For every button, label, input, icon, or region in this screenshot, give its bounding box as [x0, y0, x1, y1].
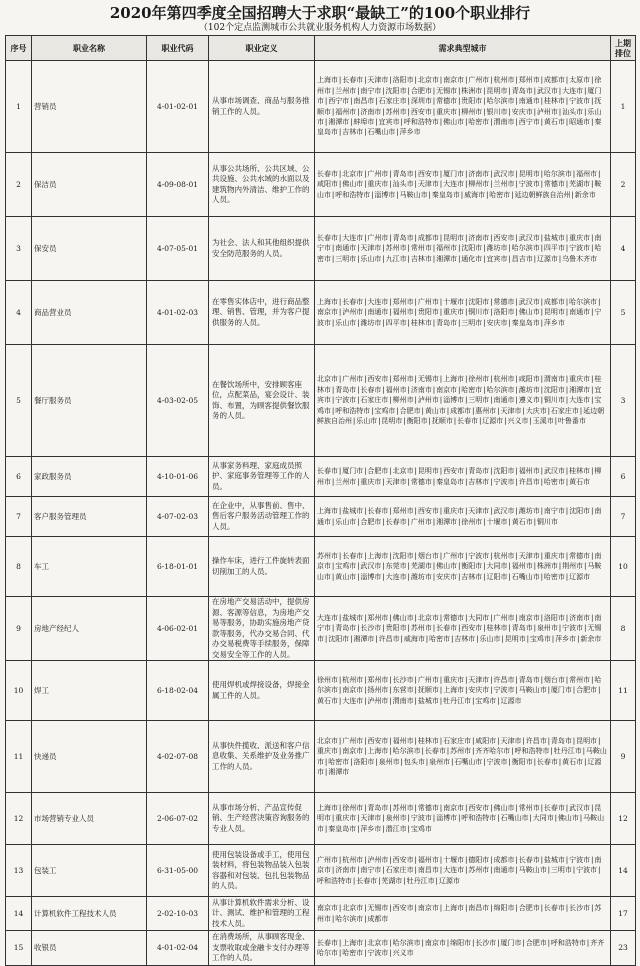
cell-code: 4-01-02-04 — [147, 931, 209, 966]
cell-seq: 5 — [6, 345, 32, 457]
cell-definition: 从事公共场所、公共区域、公共设施、公共水域的水面以及建筑物内外清洁、维护工作的人员。 — [209, 153, 315, 217]
cell-definition: 在餐饮场所中，安排顾客座位，点配菜品，宴会设计、装饰、布置，为顾客提供餐饮服务的人员。 — [209, 345, 315, 457]
cell-name: 车工 — [32, 537, 147, 597]
cell-name: 家政服务员 — [32, 457, 147, 497]
table-body — [6, 61, 636, 966]
table-row — [6, 281, 636, 345]
table-row — [6, 457, 636, 497]
cell-code: 4-07-02-03 — [147, 497, 209, 537]
cell-rank: 9 — [611, 721, 636, 793]
cell-rank: 5 — [611, 281, 636, 345]
cell-definition: 从事计算机软件需求分析、设计、测试、维护和管理的工程技术人员。 — [209, 897, 315, 931]
cell-rank: 1 — [611, 61, 636, 153]
cell-cities: 北京市|广州市|西安市|福州市|桂林市|石家庄市|咸阳市|天津市|许昌市|青岛市|昆明市|重庆市|南京市|上海市|哈尔滨市|长春市|苏州市|齐齐哈尔市|呼和浩特市|牡丹江市|马鞍山市|哈密市|洛阳市|泉州市|包头市|泉州市|石嘴山市|宁波市|衡阳市|长春市|黄石市|辽源市|湘潭市 — [315, 721, 611, 793]
table-row — [6, 721, 636, 793]
cell-seq: 6 — [6, 457, 32, 497]
cell-code: 6-18-02-04 — [147, 661, 209, 721]
cell-code: 4-01-02-03 — [147, 281, 209, 345]
cell-cities: 南京市|北京市|无锡市|西安市|南京市|上海市|南昌市|绵阳市|合肥市|长春市|长沙市|苏州市|哈尔滨市|成都市 — [315, 897, 611, 931]
cell-rank: 12 — [611, 793, 636, 845]
table-row — [6, 661, 636, 721]
cell-code: 4-01-02-01 — [147, 61, 209, 153]
cell-rank: 4 — [611, 217, 636, 281]
cell-definition: 在零售实体店中，进行商品整理、销售、管理，并为客户提供服务的人员。 — [209, 281, 315, 345]
page-subtitle: （102个定点监测城市公共就业服务机构人力资源市场数据） — [198, 23, 442, 33]
cell-name: 收银员 — [32, 931, 147, 966]
cell-seq: 13 — [6, 845, 32, 897]
cell-seq: 4 — [6, 281, 32, 345]
cell-seq: 12 — [6, 793, 32, 845]
cell-definition: 使用焊机或焊接设备，焊接金属工件的人员。 — [209, 661, 315, 721]
cell-name: 计算机软件工程技术人员 — [32, 897, 147, 931]
table-row — [6, 597, 636, 661]
header-rank: 上期排位 — [611, 36, 636, 61]
cell-code: 6-31-05-00 — [147, 845, 209, 897]
cell-rank: 8 — [611, 597, 636, 661]
table-row — [6, 931, 636, 966]
cell-cities: 上海市|盐城市|长春市|郑州市|西安市|重庆市|天津市|武汉市|潍坊市|南宁市|沈阳市|南通市|乐山市|合肥市|长春市|广州市|湘潭市|徐州市|十堰市|黄石市|铜川市 — [315, 497, 611, 537]
cell-code: 4-10-01-06 — [147, 457, 209, 497]
header-definition: 职业定义 — [209, 36, 315, 61]
cell-cities: 长春市|北京市|广州市|青岛市|西安市|厦门市|济南市|武汉市|昆明市|哈尔滨市|福州市|咸阳市|佛山市|重庆市|汕头市|天津市|大连市|柳州市|兰州市|宁波市|常德市|芜湖市|鞍山市|呼和浩特市|淄博市|马鞍山市|秦皇岛市|威海市|哈密市|延边朝鲜族自治州|新余市 — [315, 153, 611, 217]
cell-seq: 2 — [6, 153, 32, 217]
cell-definition: 操作车床，进行工件旋转表面切削加工的人员。 — [209, 537, 315, 597]
cell-code: 2-06-07-02 — [147, 793, 209, 845]
table-row — [6, 845, 636, 897]
cell-definition: 在房地产交易活动中，提供房源、客源等信息，为房地产交易等服务，协助实施房地产贷款等服务，代办交易合同、代办交易税费等手续服务，保障交易安全等工作的人员。 — [209, 597, 315, 661]
cell-seq: 3 — [6, 217, 32, 281]
cell-code: 2-02-10-03 — [147, 897, 209, 931]
cell-name: 市场营销专业人员 — [32, 793, 147, 845]
cell-cities: 长春市|厦门市|合肥市|北京市|昆明市|西安市|青岛市|沈阳市|福州市|武汉市|桂林市|柳州市|兰州市|重庆市|天津市|常德市|秦皇岛市|吉林市|宁波市|许昌市|哈密市|黄石市 — [315, 457, 611, 497]
cell-rank: 14 — [611, 845, 636, 897]
cell-name: 营销员 — [32, 61, 147, 153]
cell-cities: 广州市|杭州市|泸州市|西安市|福州市|十堰市|德阳市|成都市|长春市|盐城市|宁波市|南京市|济南市|南宁市|石家庄市|南昌市|大连市|苏州市|南通市|马鞍山市|三明市|宁波市|呼和浩特市|长春市|芜湖市|牡丹江市|辽源市 — [315, 845, 611, 897]
table-row — [6, 153, 636, 217]
cell-seq: 8 — [6, 537, 32, 597]
page-title: 2020年第四季度全国招聘大于求职“最缺工”的100个职业排行 — [109, 4, 531, 22]
cell-seq: 7 — [6, 497, 32, 537]
cell-cities: 上海市|长春市|天津市|洛阳市|北京市|南京市|广州市|杭州市|郑州市|成都市|太原市|徐州市|兰州市|南宁市|沈阳市|合肥市|无锡市|株洲市|昆明市|青岛市|武汉市|大连市|厦门市|西宁市|南昌市|石家庄市|深圳市|常德市|贵阳市|哈尔滨市|南通市|桂林市|宁波市|抚顺市|福州市|济南市|苏州市|西安市|重庆市|柳州市|银川市|安庆市|泸州市|汕头市|乐山市|湘潭市|蚌埠市|宜宾市|呼和浩特市|佛山市|哈密市|渭南市|西宁市|黄石市|昭通市|秦皇岛市|吉林市|石嘴山市|萍乡市 — [315, 61, 611, 153]
cell-code: 4-06-02-01 — [147, 597, 209, 661]
table-row — [6, 345, 636, 457]
cell-rank: 2 — [611, 153, 636, 217]
cell-cities: 长春市|上海市|北京市|哈尔滨市|南京市|绵阳市|长沙市|厦门市|合肥市|呼和浩特市|齐齐哈尔市|哈密市|宁波市|兴义市 — [315, 931, 611, 966]
cell-definition: 在消费场所，从事顾客现金、支票收取或金融卡支付办理等工作的人员。 — [209, 931, 315, 966]
cell-cities: 徐州市|杭州市|郑州市|长沙市|广州市|重庆市|天津市|许昌市|青岛市|烟台市|常州市|哈尔滨市|南京市|扬州市|东营市|抚顺市|上海市|安庆市|宁波市|马鞍山市|厦门市|合肥市|黄石市|大连市|泸州市|渭南市|盐城市|牡丹江市|宝鸡市|辽源市 — [315, 661, 611, 721]
table-row — [6, 497, 636, 537]
cell-seq: 14 — [6, 897, 32, 931]
cell-name: 房地产经纪人 — [32, 597, 147, 661]
cell-name: 客户服务管理员 — [32, 497, 147, 537]
cell-code: 4-03-02-05 — [147, 345, 209, 457]
cell-code: 4-09-08-01 — [147, 153, 209, 217]
cell-seq: 9 — [6, 597, 32, 661]
cell-definition: 从事快件揽收、派送和客户信息收集、关系维护及业务推广工作的人员。 — [209, 721, 315, 793]
cell-definition: 使用包装设备或手工，使用包装材料，将包装物品装入包装容器和对包装、包扎包装物品的人员。 — [209, 845, 315, 897]
cell-rank: 17 — [611, 897, 636, 931]
cell-code: 4-02-07-08 — [147, 721, 209, 793]
cell-rank: 3 — [611, 345, 636, 457]
table-row — [6, 217, 636, 281]
cell-name: 快递员 — [32, 721, 147, 793]
table-row — [6, 61, 636, 153]
cell-seq: 1 — [6, 61, 32, 153]
cell-name: 焊工 — [32, 661, 147, 721]
cell-seq: 15 — [6, 931, 32, 966]
cell-cities: 上海市|徐州市|青岛市|苏州市|常德市|南京市|西安市|佛山市|常州市|长春市|武汉市|昆明市|重庆市|天津市|泉州市|宁波市|淄博市|呼和浩特市|石嘴山市|大同市|佛山市|马鞍山市|秦皇岛市|萍乡市|潜江市|宝鸡市 — [315, 793, 611, 845]
cell-seq: 10 — [6, 661, 32, 721]
cell-rank: 7 — [611, 497, 636, 537]
header-cities: 需求典型城市 — [315, 36, 611, 61]
cell-code: 6-18-01-01 — [147, 537, 209, 597]
table-row — [6, 793, 636, 845]
cell-definition: 为社会、法人和其他组织提供安全防范服务的人员。 — [209, 217, 315, 281]
cell-name: 保安员 — [32, 217, 147, 281]
cell-name: 餐厅服务员 — [32, 345, 147, 457]
cell-rank: 23 — [611, 931, 636, 966]
cell-cities: 长春市|大连市|广州市|青岛市|成都市|昆明市|济南市|西安市|武汉市|盐城市|重庆市|南宁市|南通市|天津市|苏州市|常州市|福州市|沈阳市|潍坊市|哈尔滨市|四平市|宁波市|哈密市|三明市|乐山市|九江市|吉林市|湘潭市|通化市|宜宾市|昌吉市|辽源市|乌鲁木齐市 — [315, 217, 611, 281]
cell-definition: 从事家务料理、家庭成员照护、家庭事务管理等工作的人员。 — [209, 457, 315, 497]
table-header-row — [6, 36, 636, 61]
cell-cities: 大连市|盐城市|郑州市|佛山市|北京市|常德市|大同市|广州市|南京市|洛阳市|济南市|南宁市|青岛市|长沙市|贵阳市|苏州市|长春市|西安市|桂林市|青岛市|泉州市|宁波市|无锡市|沈阳市|湘潭市|许昌市|威海市|哈密市|吉林市|乐山市|昆明市|宝鸡市|萍乡市|新余市 — [315, 597, 611, 661]
occupation-table — [5, 35, 636, 966]
cell-name: 保洁员 — [32, 153, 147, 217]
cell-seq: 11 — [6, 721, 32, 793]
cell-cities: 北京市|广州市|西安市|郑州市|无锡市|上海市|徐州市|杭州市|咸阳市|渭南市|重庆市|桂林市|青岛市|长春市|福州市|济南市|南京市|哈密市|哈尔滨市|潍坊市|沈阳市|湘潭市|宜宾市|宁波市|石家庄市|柳州市|泸州市|淄博市|三明市|南通市|遵义市|铜川市|大连市|宝鸡市|呼和浩特市|宝鸡市|合肥市|黄山市|成都市|惠州市|天津市|大庆市|石家庄市|延边朝鲜族自治州|乐山市|昆明市|衡阳市|抚顺市|长春市|辽源市|兴义市|玉溪市|叶鲁番市 — [315, 345, 611, 457]
cell-code: 4-07-05-01 — [147, 217, 209, 281]
header-name: 职业名称 — [32, 36, 147, 61]
cell-rank: 10 — [611, 537, 636, 597]
cell-definition: 从事市场分析、产品宣传促销、生产经营决策咨询服务的专业人员。 — [209, 793, 315, 845]
table-row — [6, 537, 636, 597]
cell-cities: 上海市|长春市|大连市|郑州市|广州市|十堰市|沈阳市|常德市|武汉市|成都市|哈尔滨市|南京市|泸州市|南通市|福州市|贵阳市|重庆市|铜川市|洛阳市|佛山市|昆明市|南通市|宁波市|乐山市|潍坊市|四平市|桂林市|青岛市|三明市|安庆市|秦皇岛市|萍乡市 — [315, 281, 611, 345]
header-seq: 序号 — [6, 36, 32, 61]
cell-rank: 11 — [611, 661, 636, 721]
cell-rank: 6 — [611, 457, 636, 497]
cell-definition: 从事市场调查、商品与服务推销工作的人员。 — [209, 61, 315, 153]
document-sheet — [5, 4, 635, 966]
cell-cities: 苏州市|长春市|上海市|沈阳市|烟台市|广州市|宁波市|杭州市|天津市|重庆市|常德市|南京市|宝鸡市|武汉市|东莞市|芜湖市|佛山市|衡阳市|大同市|福州市|株洲市|荆州市|马鞍山市|黄山市|淄博市|大连市|潍坊市|安庆市|吉林市|辽阳市|石嘴山市|哈密市|辽源市 — [315, 537, 611, 597]
cell-name: 包装工 — [32, 845, 147, 897]
cell-name: 商品营业员 — [32, 281, 147, 345]
table-row — [6, 897, 636, 931]
header-code: 职业代码 — [147, 36, 209, 61]
cell-definition: 在企业中，从事售前、售中、售后客户服务活动管理工作的人员。 — [209, 497, 315, 537]
